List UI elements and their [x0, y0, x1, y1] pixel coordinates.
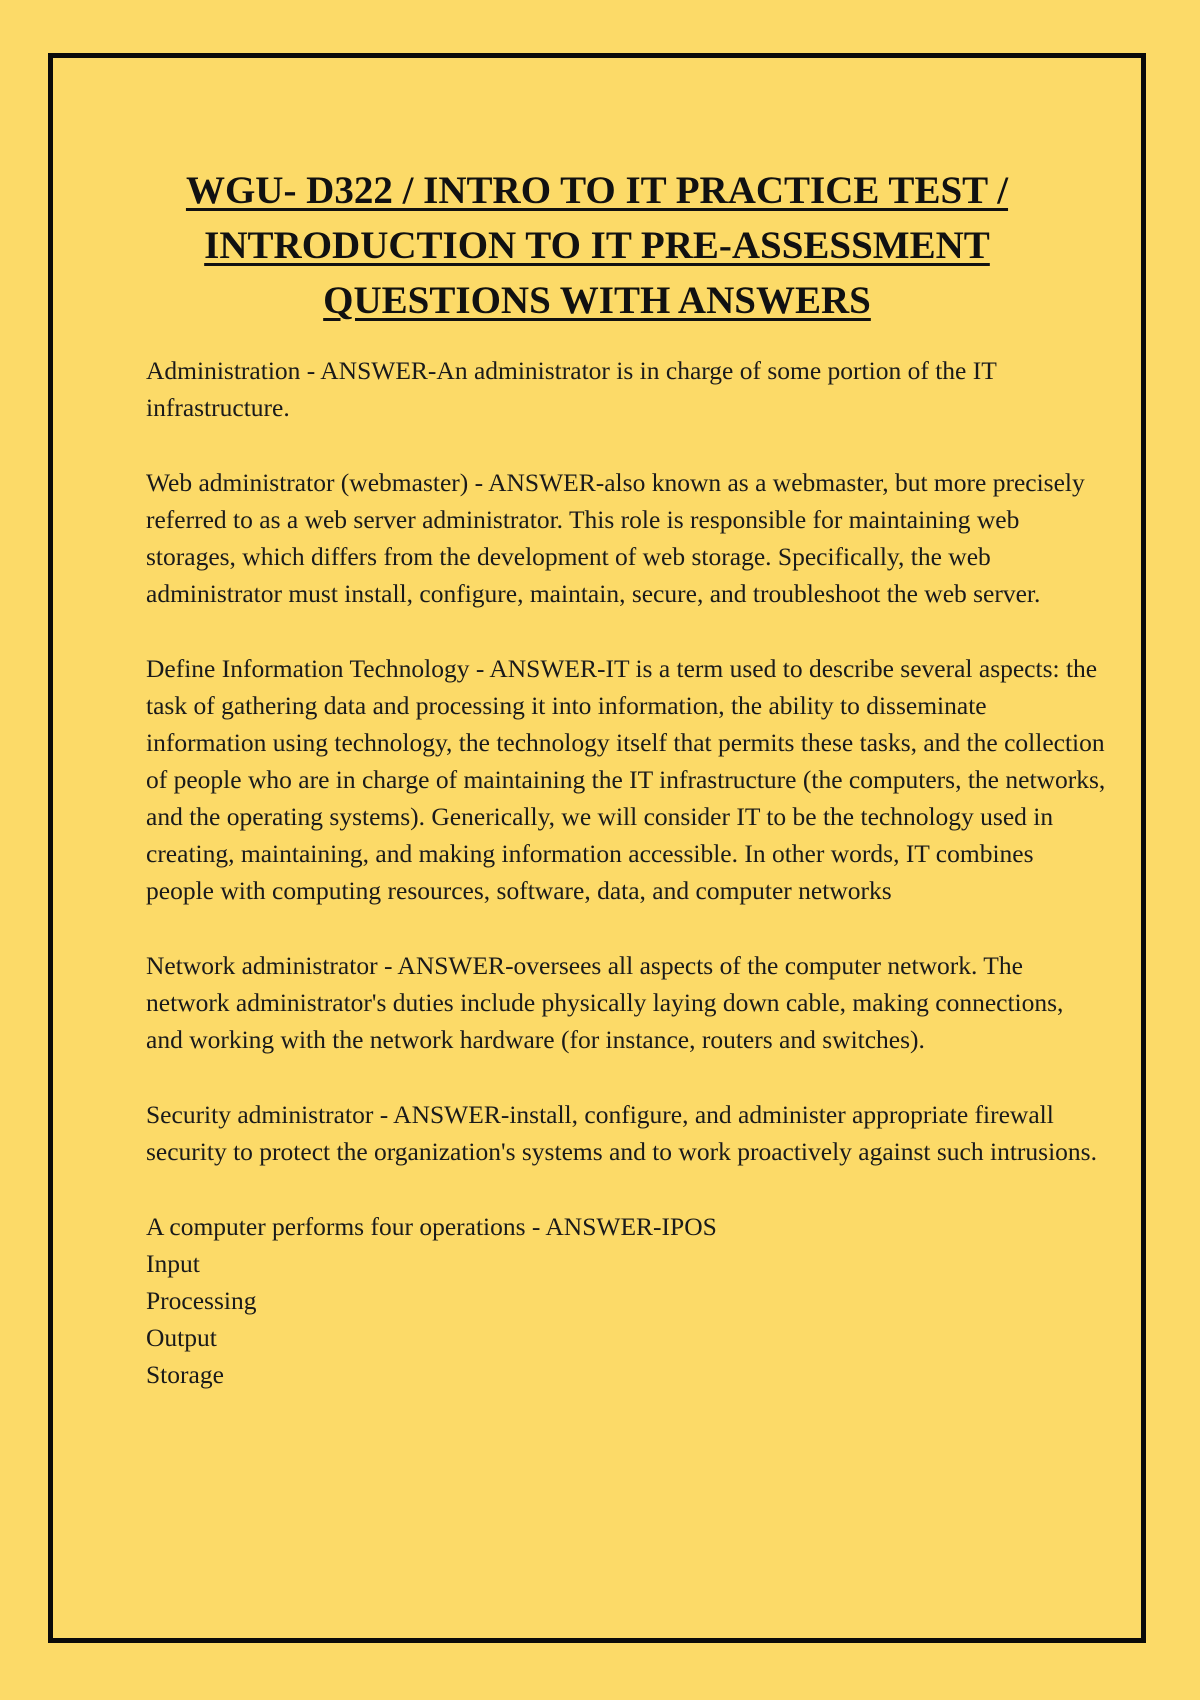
qa-entry-define-it: Define Information Technology - ANSWER-IT is a term used to describe several aspects: the task of gathering data and processing it into information, the ability to disseminate information using technology, the technology itself that permits these tasks, and the collection of people who are in charge of maintaining the IT infrastructure (the computers, the networks, and the operating systems). Generically, we will consider IT to be the technology used in creating, maintaining, and making information accessible. In other words, IT combines people with computing resources, software, data, and computer networks — [146, 654, 1106, 905]
page-border — [48, 53, 1146, 1643]
list-item: Output — [146, 1323, 217, 1352]
document-title — [53, 163, 1141, 328]
list-item: Input — [146, 1249, 200, 1278]
document-body — [146, 352, 1106, 1393]
qa-question-operations: A computer performs four operations - ANSWER-IPOS — [146, 1212, 717, 1241]
qa-entry-administration: Administration - ANSWER-An administrator is in charge of some portion of the IT infrastructure. — [146, 356, 997, 422]
title-line-1: WGU- D322 / INTRO TO IT PRACTICE TEST / — [185, 169, 1009, 212]
qa-entry-network-administrator: Network administrator - ANSWER-oversees all aspects of the computer network. The network administrator's duties include physically laying down cable, making connections, and working with the network hardware (for instance, routers and switches). — [146, 951, 1064, 1054]
qa-entry-web-administrator: Web administrator (webmaster) - ANSWER-also known as a webmaster, but more precisely referred to as a web server administrator. This role is responsible for maintaining web storages, which differs from the development of web storage. Specifically, the web administrator must install, configure, maintain, secure, and troubleshoot the web server. — [146, 468, 1085, 608]
title-line-3: QUESTIONS WITH ANSWERS — [323, 279, 871, 322]
list-item: Storage — [146, 1360, 224, 1389]
list-item: Processing — [146, 1286, 257, 1315]
qa-entry-security-administrator: Security administrator - ANSWER-install, configure, and administer appropriate firewall security to protect the organization's systems and to work proactively against such intrusions. — [146, 1100, 1097, 1166]
title-line-2: INTRODUCTION TO IT PRE-ASSESSMENT — [204, 224, 990, 267]
qa-entry-computer-operations — [146, 1208, 1106, 1393]
